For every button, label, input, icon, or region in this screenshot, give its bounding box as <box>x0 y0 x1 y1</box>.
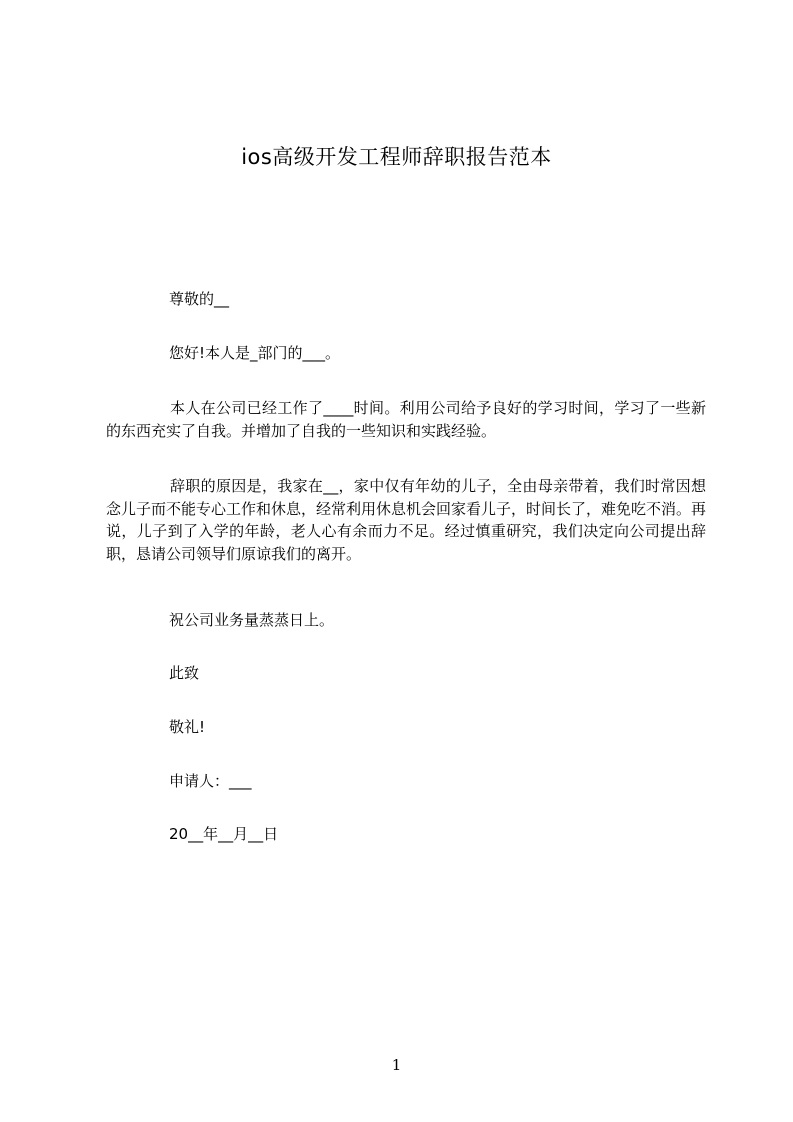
paragraph-work-experience: 本人在公司已经工作了____时间。利用公司给予良好的学习时间，学习了一些新的东西充实了自我。并增加了自我的一些知识和实践经验。 <box>106 399 706 440</box>
wish-line: 祝公司业务量蒸蒸日上。 <box>169 611 335 629</box>
closing-line-1: 此致 <box>169 664 200 682</box>
date-line: 20__年__月__日 <box>169 825 279 843</box>
applicant-line: 申请人：___ <box>169 772 252 790</box>
paragraph-resignation-reason: 辞职的原因是，我家在__，家中仅有年幼的儿子，全由母亲带着，我们时常因想念儿子而不能专心工作和休息，经常利用休息机会回家看儿子，时间长了，难免吃不消。再说，儿子到了入学的年龄，老人心有余而力不足。经过慎重研究，我们决定向公司提出辞职，恳请公司领导们原谅我们的离开。 <box>106 477 707 563</box>
document-title: ios高级开发工程师辞职报告范本 <box>241 145 552 169</box>
closing-line-2: 敬礼! <box>169 718 206 736</box>
page-number: 1 <box>391 1056 402 1074</box>
greeting: 您好!本人是_部门的___。 <box>169 344 341 362</box>
salutation: 尊敬的__ <box>169 290 230 308</box>
